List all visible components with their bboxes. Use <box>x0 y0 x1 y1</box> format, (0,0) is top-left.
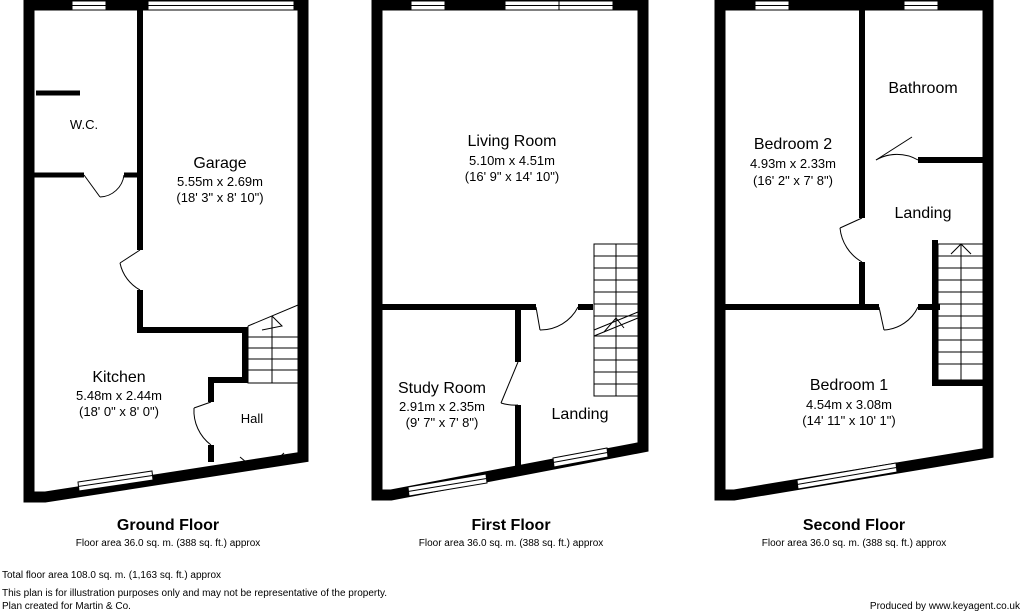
first-window-left <box>411 1 445 10</box>
second-interior-walls <box>723 5 985 386</box>
ground-floor-title: Ground Floor <box>116 517 220 534</box>
second-floor-area: Floor area 36.0 sq. m. (388 sq. ft.) approx <box>761 538 947 549</box>
produced-by-credit: Produced by www.keyagent.co.uk <box>869 601 1020 612</box>
ground-garage-door <box>148 1 294 10</box>
label-bathroom: Bathroom <box>888 80 958 97</box>
label-bedroom2-metric: 4.93m x 2.33m <box>750 156 836 171</box>
label-second-landing: Landing <box>894 205 952 222</box>
label-bedroom1-metric: 4.54m x 3.08m <box>806 397 892 412</box>
label-study-metric: 2.91m x 2.35m <box>399 399 485 414</box>
label-bedroom1-imperial: (14' 11" x 10' 1") <box>802 413 896 428</box>
label-study-name: Study Room <box>397 380 487 397</box>
label-garage-name: Garage <box>193 155 247 172</box>
second-window-bathroom <box>904 1 938 10</box>
second-window-bedroom2 <box>755 1 789 10</box>
label-study-imperial: (9' 7" x 7' 8") <box>405 415 479 430</box>
second-floor-title: Second Floor <box>802 517 906 534</box>
second-doors <box>840 137 918 330</box>
ground-staircase <box>248 305 298 383</box>
first-patio-door <box>505 1 613 10</box>
second-staircase <box>938 244 984 380</box>
label-living-name: Living Room <box>467 133 557 150</box>
label-garage-metric: 5.55m x 2.69m <box>177 174 263 189</box>
label-living-metric: 5.10m x 4.51m <box>469 153 555 168</box>
ground-floor-area: Floor area 36.0 sq. m. (388 sq. ft.) approx <box>75 538 261 549</box>
label-hall: Hall <box>240 411 264 426</box>
first-doors <box>501 307 578 405</box>
label-wc: W.C. <box>69 117 99 132</box>
first-floor-area: Floor area 36.0 sq. m. (388 sq. ft.) approx <box>418 538 604 549</box>
ground-window-wc <box>72 1 106 10</box>
disclaimer-note: This plan is for illustration purposes only and may not be representative of the property. <box>2 588 388 599</box>
label-bedroom2-imperial: (16' 2" x 7' 8") <box>753 173 833 188</box>
total-area-note: Total floor area 108.0 sq. m. (1,163 sq. ft.) approx <box>2 570 222 581</box>
label-garage-imperial: (18' 3" x 8' 10") <box>176 190 264 205</box>
created-for-note: Plan created for Martin & Co. <box>2 601 131 612</box>
label-living-imperial: (16' 9" x 14' 10") <box>464 169 560 184</box>
label-kitchen-metric: 5.48m x 2.44m <box>76 388 162 403</box>
first-staircase <box>594 244 638 396</box>
label-bedroom1-name: Bedroom 1 <box>809 377 889 394</box>
first-window-study <box>408 474 487 496</box>
label-kitchen-name: Kitchen <box>92 369 146 386</box>
first-floor-title: First Floor <box>471 517 551 534</box>
label-kitchen-imperial: (18' 0" x 8' 0") <box>79 404 159 419</box>
label-first-landing: Landing <box>551 406 609 423</box>
label-bedroom2-name: Bedroom 2 <box>753 136 833 153</box>
